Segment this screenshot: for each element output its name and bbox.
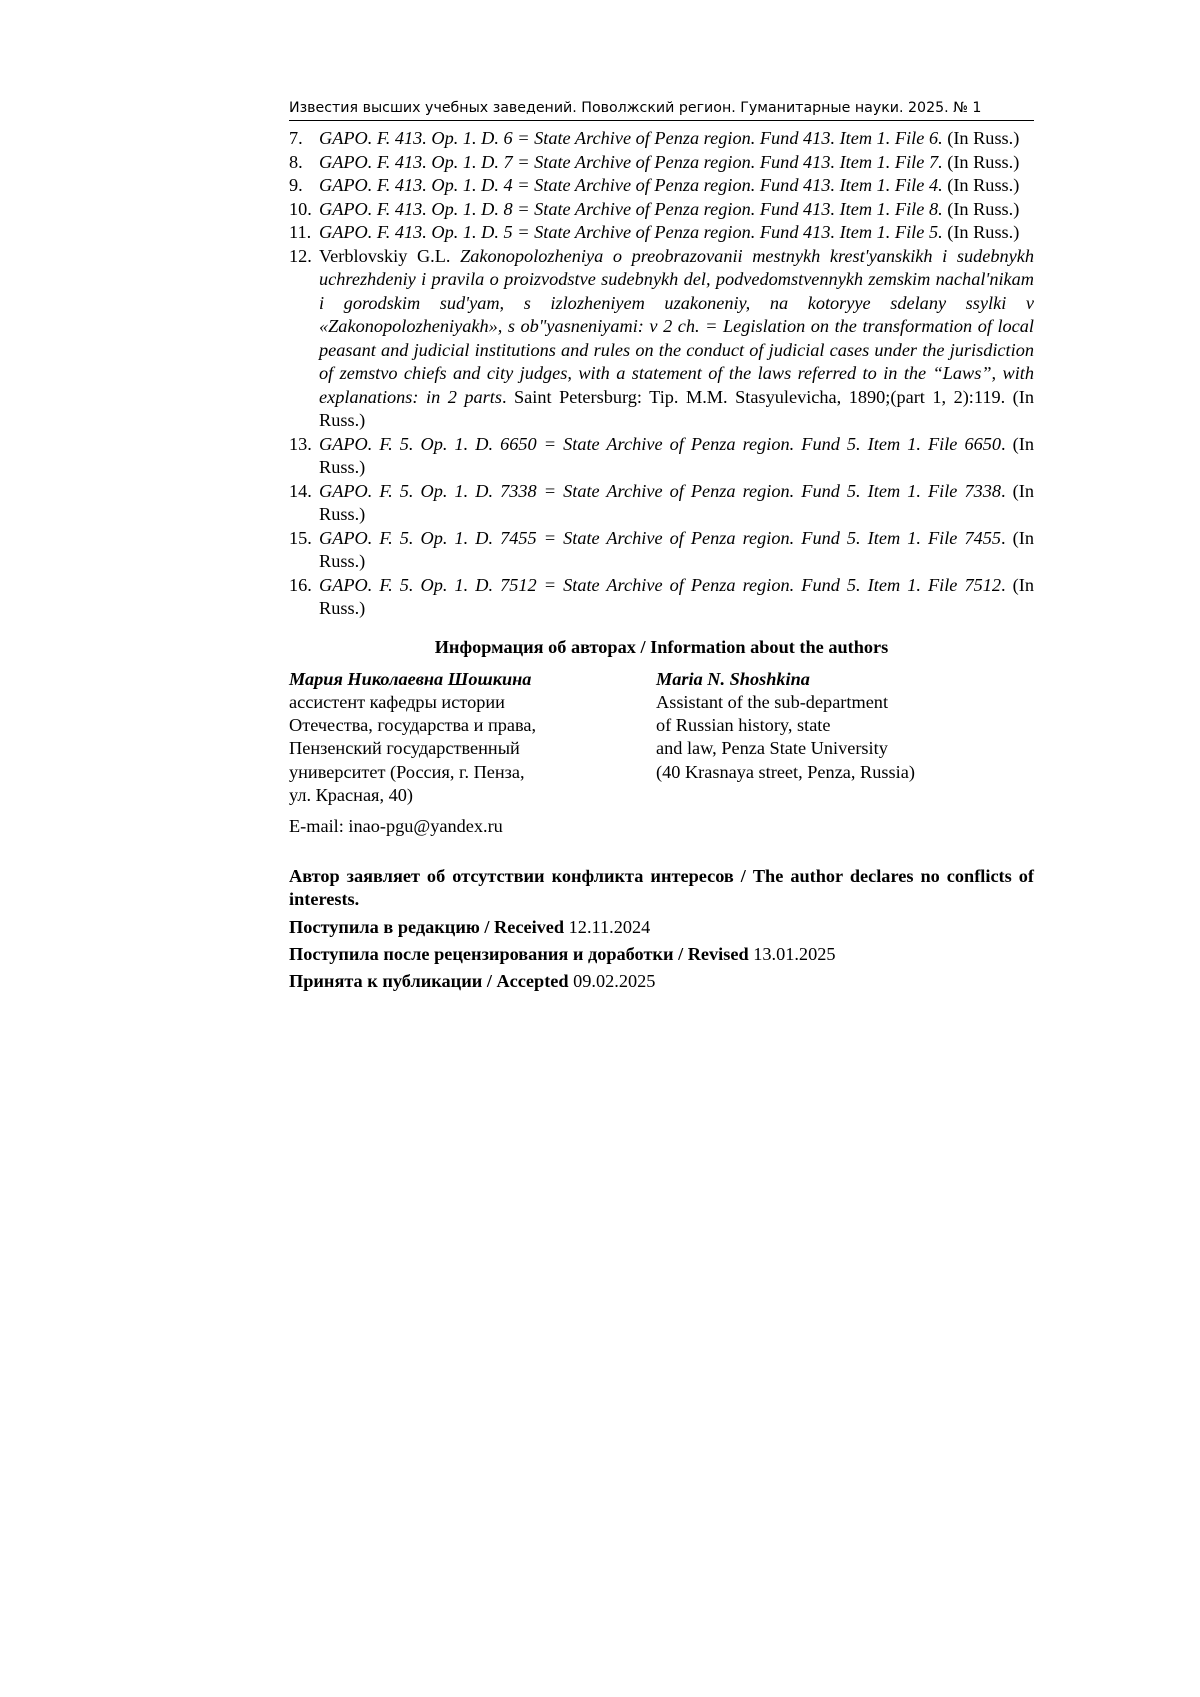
author-affiliation-ru-line: ул. Красная, 40) [289,784,413,805]
date-received: Поступила в редакцию / Received 12.11.2024 [289,917,651,938]
date-accepted: Принята к публикации / Accepted 09.02.2025 [289,971,656,992]
author-affiliation-en-line: Assistant of the sub-department [656,691,889,712]
reference-text: GAPO. F. 5. Op. 1. D. 7455 = State Archive of Penza region. Fund 5. Item 1. File 7455. (In Russ.) [319,527,1034,571]
author-ru-column [289,668,656,808]
reference-item [289,151,1034,175]
author-affiliation-en-line: (40 Krasnaya street, Penza, Russia) [656,761,915,782]
reference-number: 9. [289,175,303,195]
author-affiliation-en-line: of Russian history, state [656,715,831,736]
reference-item [289,433,1034,480]
reference-item [289,480,1034,527]
authors-info-heading: Информация об авторах / Information about the authors [434,636,889,657]
reference-text: GAPO. F. 5. Op. 1. D. 6650 = State Archive of Penza region. Fund 5. Item 1. File 6650. (In Russ.) [319,433,1034,477]
author-name-ru: Мария Николаевна Шошкина [289,668,532,689]
reference-number: 14. [289,480,312,501]
reference-number: 12. [289,245,312,266]
reference-item [289,198,1034,222]
authors-block [289,668,1034,808]
reference-number: 10. [289,198,312,219]
reference-text: GAPO. F. 413. Op. 1. D. 8 = State Archive of Penza region. Fund 413. Item 1. File 8. (In Russ.) [319,198,1020,219]
author-affiliation-ru-line: университет (Россия, г. Пенза, [289,761,525,782]
reference-item [289,574,1034,621]
reference-text: GAPO. F. 5. Op. 1. D. 7338 = State Archive of Penza region. Fund 5. Item 1. File 7338. (In Russ.) [319,480,1034,524]
reference-number: 11. [289,222,312,242]
reference-item [289,174,1034,198]
author-affiliation-ru-line: Пензенский государственный [289,738,520,759]
conflict-of-interest-statement: Автор заявляет об отсутствии конфликта интересов / The author declares no conflicts of interests. [289,866,1034,910]
running-header: Известия высших учебных заведений. Поволжский регион. Гуманитарные науки. 2025. № 1 [289,100,1034,121]
reference-number: 8. [289,151,303,172]
reference-text: GAPO. F. 413. Op. 1. D. 5 = State Archive of Penza region. Fund 413. Item 1. File 5. (In Russ.) [319,222,1020,242]
author-name-en: Maria N. Shoshkina [656,668,810,689]
author-en-column [656,668,1034,808]
author-email: E-mail: inao-pgu@yandex.ru [289,816,503,837]
reference-item [289,245,1034,433]
author-affiliation-en-line: and law, Penza State University [656,738,888,759]
author-affiliation-ru-line: ассистент кафедры истории [289,691,505,712]
reference-item [289,127,1034,151]
reference-text: GAPO. F. 413. Op. 1. D. 4 = State Archive of Penza region. Fund 413. Item 1. File 4. (In Russ.) [319,175,1020,195]
reference-number: 13. [289,433,312,454]
reference-text: Verblovskiy G.L. Zakonopolozheniya o preobrazovanii mestnykh krest'yanskikh i sudebnykh uchrezhdeniy i pravila o proizvodstve sudebnykh del, podvedomstvennykh zemskim nachal'nikam i gorodskim sud'yam, s izlozheniyem uzakoneniy, na kotoryye sdelany ssylki v «Zakonopolozheniyakh», s ob"yasneniyami: v 2 ch. = Legislation on the transformation of local peasant and judicial institutions and rules on the conduct of judicial cases under the jurisdiction of zemstvo chiefs and city judges, with a statement of the laws referred to in the “Laws”, with explanations: in 2 parts. Saint Petersburg: Tip. M.M. Stasyulevicha, 1890;(part 1, 2):119. (In Russ.) [319,245,1034,430]
reference-number: 15. [289,527,312,548]
date-revised: Поступила после рецензирования и доработки / Revised 13.01.2025 [289,944,836,965]
reference-number: 7. [289,128,303,148]
page [289,100,1034,992]
author-affiliation-ru-line: Отечества, государства и права, [289,715,537,736]
reference-item [289,221,1034,245]
reference-list [289,127,1034,621]
reference-text: GAPO. F. 5. Op. 1. D. 7512 = State Archive of Penza region. Fund 5. Item 1. File 7512. (In Russ.) [319,574,1034,618]
reference-number: 16. [289,574,312,595]
reference-item [289,527,1034,574]
reference-text: GAPO. F. 413. Op. 1. D. 7 = State Archive of Penza region. Fund 413. Item 1. File 7. (In Russ.) [319,151,1020,172]
reference-text: GAPO. F. 413. Op. 1. D. 6 = State Archive of Penza region. Fund 413. Item 1. File 6. (In Russ.) [319,128,1020,148]
